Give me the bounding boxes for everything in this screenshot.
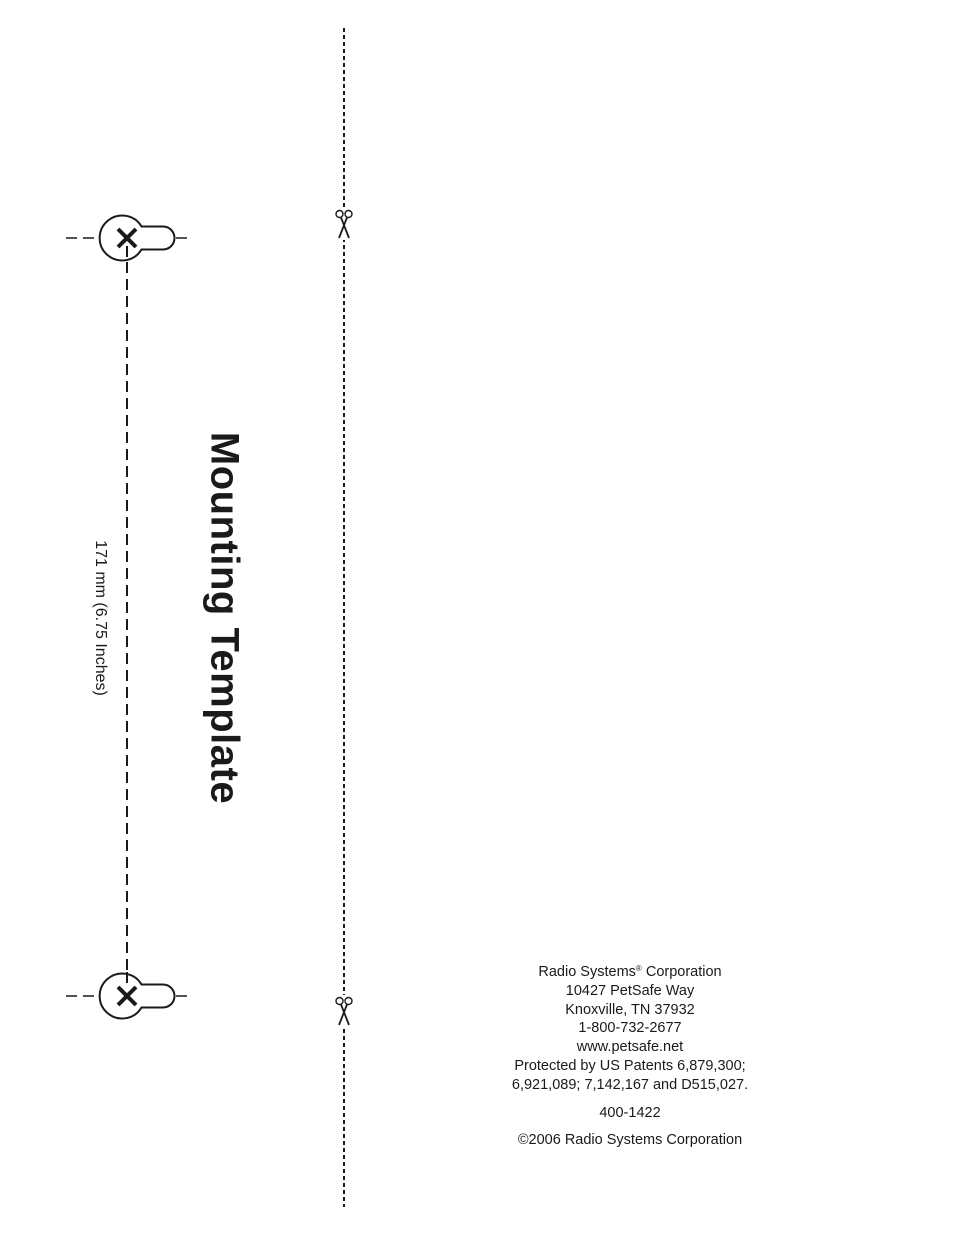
- copyright: ©2006 Radio Systems Corporation: [517, 1132, 743, 1149]
- address-line-1: 10427 PetSafe Way: [565, 982, 695, 999]
- patents-line-2: 6,921,089; 7,142,167 and D515,027.: [511, 1076, 749, 1093]
- company-info-block: [480, 963, 780, 1150]
- address-line-2: Knoxville, TN 37932: [565, 1001, 695, 1018]
- company-name-prefix: Radio Systems: [538, 964, 636, 980]
- website: www.petsafe.net: [576, 1039, 684, 1056]
- scissors-icon: [334, 208, 354, 240]
- part-number: 400-1422: [599, 1104, 661, 1121]
- scissors-icon: [334, 995, 354, 1027]
- measurement-label: 171 mm (6.75 Inches): [92, 540, 109, 696]
- keyhole-slot-icon: [66, 972, 192, 1019]
- company-name-suffix: Corporation: [641, 964, 722, 980]
- patents-line-1: Protected by US Patents 6,879,300;: [514, 1057, 746, 1074]
- company-name: [480, 963, 780, 982]
- keyhole-slot-icon: [66, 216, 192, 263]
- page-title: Mounting Template: [202, 431, 247, 805]
- registered-mark: ®: [635, 964, 642, 973]
- phone-number: 1-800-732-2677: [578, 1020, 682, 1037]
